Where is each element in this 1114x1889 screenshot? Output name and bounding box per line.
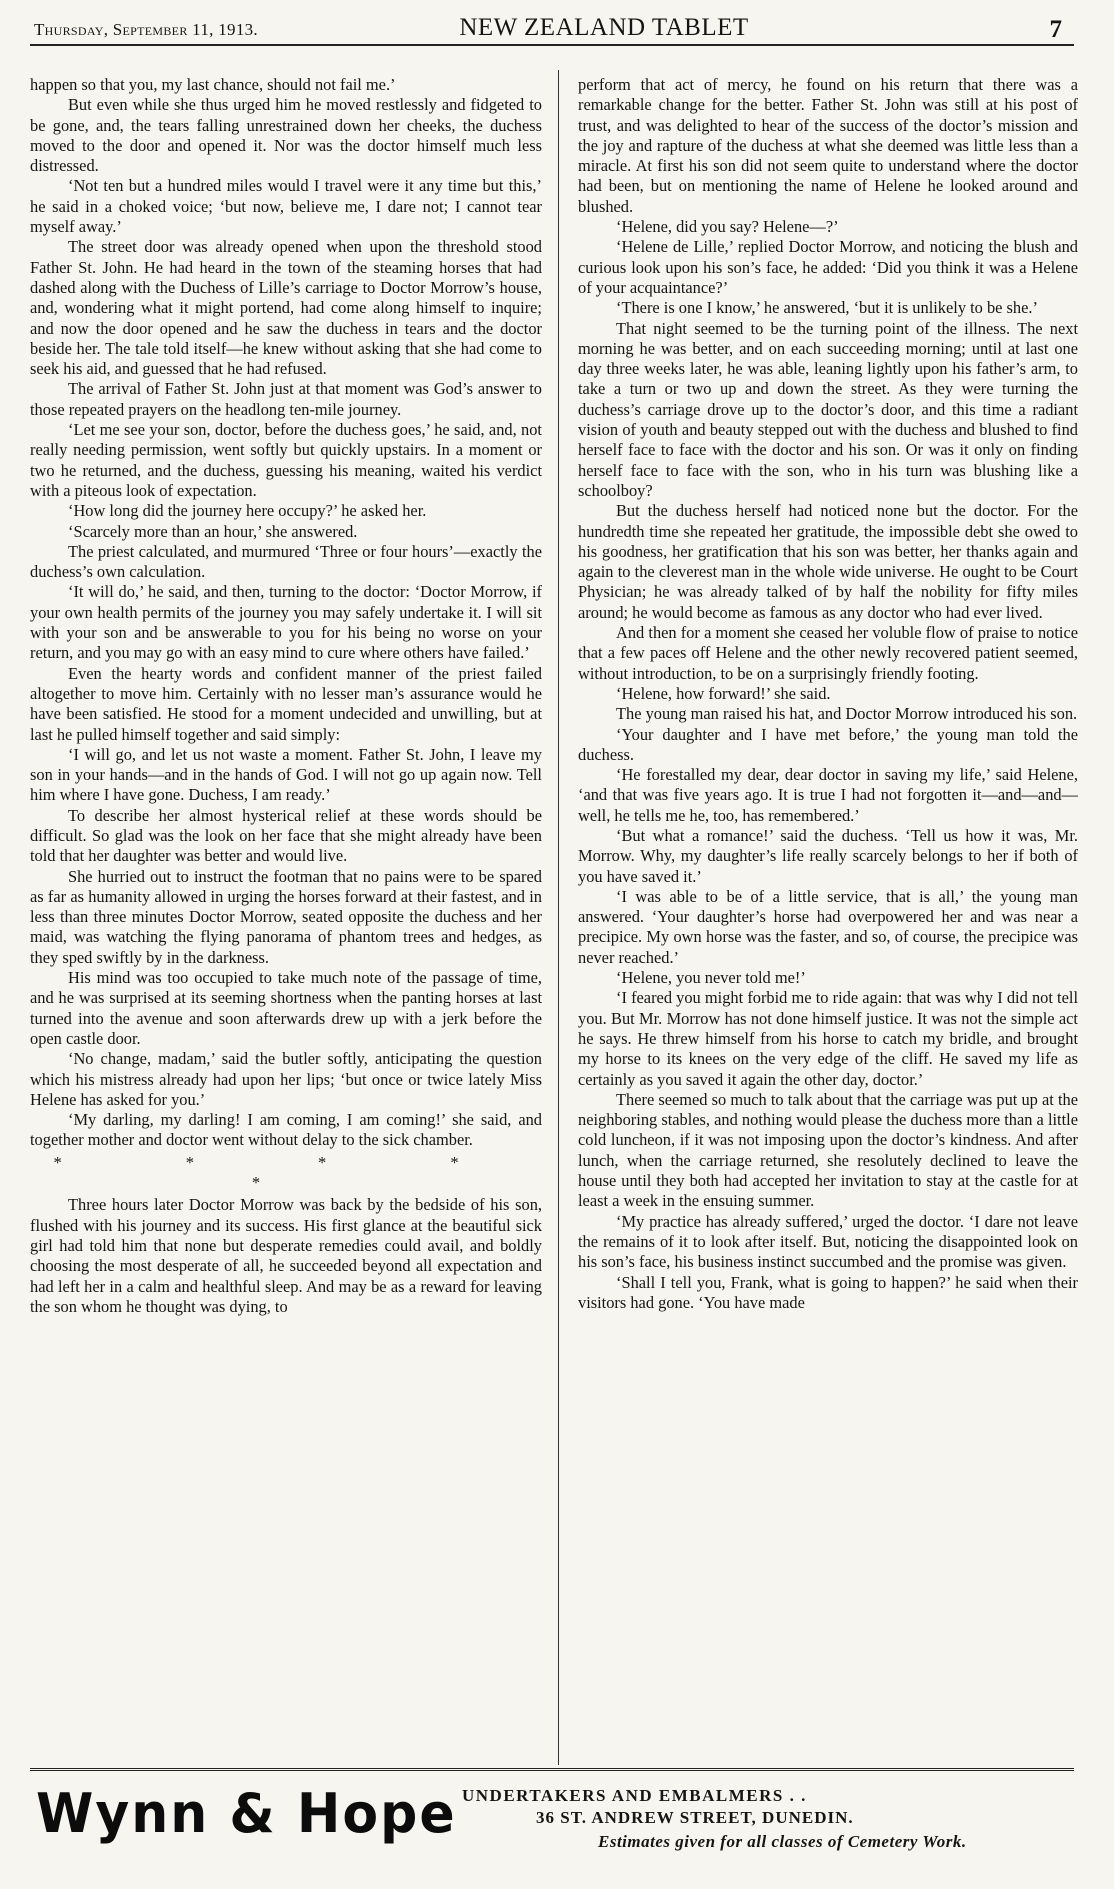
paragraph: happen so that you, my last chance, should not fail me.’ [30,75,396,94]
issue-date: Thursday, September 11, 1913. [34,20,258,39]
ad-tagline: Estimates given for all classes of Cemetery Work. [598,1832,967,1851]
ad-services: UNDERTAKERS AND EMBALMERS . . [462,1786,807,1805]
paragraph: ‘My darling, my darling! I am coming, I am coming!’ she said, and together mother and doctor went without delay to the sick chamber. [30,1110,542,1150]
paragraph: ‘Shall I tell you, Frank, what is going to happen?’ he said when their visitors had gone. ‘You have made [578,1272,1078,1312]
right-column [578,75,1078,1763]
header-rule [30,44,1074,46]
paragraph: ‘Helene, you never told me!’ [616,968,806,988]
paragraph: But even while she thus urged him he moved restlessly and fidgeted to be gone, and, the tears falling unrestrained down her cheeks, the duchess moved to the door and opened it. Nor was the doctor himself much less distressed. [30,95,542,176]
left-column [30,75,542,1763]
paragraph: ‘It will do,’ he said, and then, turning to the doctor: ‘Doctor Morrow, if your own health permits of the journey you may safely undertake it. I will sit with your son and be answerable to you for his being no worse on your return, and you may go with an easy mind to cure where others have failed.’ [30,582,542,663]
paragraph: ‘Your daughter and I have met before,’ the young man told the duchess. [578,724,1078,764]
paragraph: The young man raised his hat, and Doctor Morrow introduced his son. [616,704,1078,724]
paragraph: ‘He forestalled my dear, dear doctor in saving my life,’ said Helene, ‘and that was five years ago. It is true I had not forgotten it—and—and—well, he tells me he, too, has remembered.’ [578,765,1078,825]
section-break: * * * * * [53,1152,519,1193]
paragraph: There seemed so much to talk about that the carriage was put up at the neighboring stables, and nothing would please the duchess more than a little cold luncheon, if it was not imposing upon the doctor’s kindness. And after lunch, when the carriage returned, she resolutely declined to leave the house until they both had accepted her invitation to stay at the castle for at least a week in the ensuing summer. [578,1089,1078,1211]
paragraph: Three hours later Doctor Morrow was back by the bedside of his son, flushed with his journey and its success. His first glance at the beautiful sick girl had told him that none but desperate remedies could avail, and boldly choosing the most desperate of all, he succeeded beyond all expectation and had left her in a calm and healthful sleep. And may be as a reward for leaving the son whom he thought was dying, to [30,1195,542,1316]
paragraph: ‘But what a romance!’ said the duchess. ‘Tell us how it was, Mr. Morrow. Why, my daughter’s life really scarcely belongs to her if both of you have saved it.’ [578,825,1078,886]
paragraph: The priest calculated, and murmured ‘Three or four hours’—exactly the duchess’s own calculation. [30,541,542,582]
paragraph: And then for a moment she ceased her voluble flow of praise to notice that a few paces off Helene and the other newly recovered patient seemed, without introduction, to be on a surprisingly friendly footing. [578,623,1078,683]
paragraph: His mind was too occupied to take much note of the passage of time, and he was surprised at its seeming shortness when the panting horses at last turned into the avenue and soon afterwards drew up with a jerk before the open castle door. [30,968,542,1048]
paragraph: The street door was already opened when upon the threshold stood Father St. John. He had heard in the town of the steaming horses that had dashed along with the Duchess of Lille’s carriage to Doctor Morrow’s house, and, wondering what it might portend, had come along himself to inquire; and now the door opened and he saw the duchess in tears and the doctor beside her. The tale told itself—he knew without asking that she had come to seek his aid, and guessed that he had refused. [30,237,542,379]
paragraph: She hurried out to instruct the footman that no pains were to be spared as far as humanity allowed in urging the horses forward at their fastest, and in less than three minutes Doctor Morrow, seated opposite the duchess and her maid, was watching the flying panorama of phantom trees and hedges, as they sped swiftly by in the darkness. [30,866,542,967]
masthead-title: NEW ZEALAND TABLET [459,14,749,41]
paragraph: Even the hearty words and confident manner of the priest failed altogether to move him. Certainly with no lesser man’s assurance would he have been satisfied. He stood for a moment undecided and unwilling, but at last he pulled himself together and said simply: [30,663,542,744]
page-header [34,14,1068,44]
advertisement [30,1780,1074,1880]
paragraph: ‘I will go, and let us not waste a moment. Father St. John, I leave my son in your hands—and in the hands of God. I will not go up again now. Tell him where I have gone. Duchess, I am ready.’ [30,744,542,805]
footer-rule [30,1768,1074,1771]
paragraph: ‘Scarcely more than an hour,’ she answered. [68,521,358,541]
paragraph: ‘My practice has already suffered,’ urged the doctor. ‘I dare not leave the remains of it to look after itself. But, noticing the disappointed look on his son’s face, his business instinct succumbed and the promise was given. [578,1211,1078,1272]
ad-address: 36 ST. ANDREW STREET, DUNEDIN. [536,1808,854,1827]
paragraph: ‘Not ten but a hundred miles would I travel were it any time but this,’ he said in a choked voice; ‘but now, believe me, I dare not; I cannot tear myself away.’ [30,176,542,237]
paragraph: But the duchess herself had noticed none but the doctor. For the hundredth time she repeated her gratitude, the impossible debt she owed to his goodness, her gratification that his son was better, her thanks again and again to the cleverest man in the whole wide universe. He ought to be Court Physician; he was already talked of by half the nobility for fifty miles around; he would become as famous as any doctor who had ever lived. [578,501,1078,622]
paragraph: ‘Helene, how forward!’ she said. [616,683,831,703]
ad-brand: Wynn & Hope [36,1782,457,1846]
paragraph: That night seemed to be the turning point of the illness. The next morning he was better, and on each succeeding morning; until at last one day three weeks later, he was able, leaning lightly upon his father’s arm, to take a turn or two up and down the street. As they were turning the duchess’s carriage drove up to the doctor’s door, and this time a radiant vision of youth and beauty stepped out with the duchess and blushed to find herself face to face with the doctor and his son. Or was it only on finding herself face to face with the son, who in his turn was blushing like a schoolboy? [578,318,1078,500]
paragraph: ‘There is one I know,’ he answered, ‘but it is unlikely to be she.’ [616,298,1038,318]
page-number: 7 [1049,16,1062,43]
paragraph: ‘I feared you might forbid me to ride again: that was why I did not tell you. But Mr. Morrow has not done himself justice. It was not the simple act he says. He threw himself from his horse to catch my bridle, and brought my horse to its knees on the very edge of the cliff. He saved my life as certainly as you saved it again the other day, doctor.’ [578,988,1078,1089]
paragraph: ‘I was able to be of a little service, that is all,’ the young man answered. ‘Your daughter’s horse had overpowered her and was near a precipice. My own horse was the faster, and so, of course, the precipice was never reached.’ [578,886,1078,967]
paragraph: To describe her almost hysterical relief at these words should be difficult. So glad was the look on her face that she might already have been told that her daughter was better and would live. [30,805,542,866]
paragraph: ‘Let me see your son, doctor, before the duchess goes,’ he said, and, not really needing permission, went softly but quickly upstairs. In a moment or two he returned, and the duchess, guessing his meaning, waited his verdict with a piteous look of expectation. [30,420,542,500]
paragraph: ‘No change, madam,’ said the butler softly, anticipating the question which his mistress already had upon her lips; ‘but once or twice lately Miss Helene has asked for you.’ [30,1049,542,1109]
paragraph: ‘Helene de Lille,’ replied Doctor Morrow, and noticing the blush and curious look upon his son’s face, he added: ‘Did you think it was a Helene of your acquaintance?’ [578,237,1078,297]
column-divider [558,70,559,1765]
paragraph: ‘How long did the journey here occupy?’ he asked her. [68,501,427,521]
paragraph: perform that act of mercy, he found on his return that there was a remarkable change for the better. Father St. John was still at his post of trust, and was delighted to hear of the success of the doctor’s mission and the joy and rapture of the duchess at what she deemed was little less than a miracle. At first his son did not seem quite to understand where the doctor had been, but on mentioning the name of Helene he looked around and blushed. [578,75,1078,216]
paragraph: ‘Helene, did you say? Helene—?’ [616,217,839,237]
paragraph: The arrival of Father St. John just at that moment was God’s answer to those repeated prayers on the headlong ten-mile journey. [30,379,542,419]
